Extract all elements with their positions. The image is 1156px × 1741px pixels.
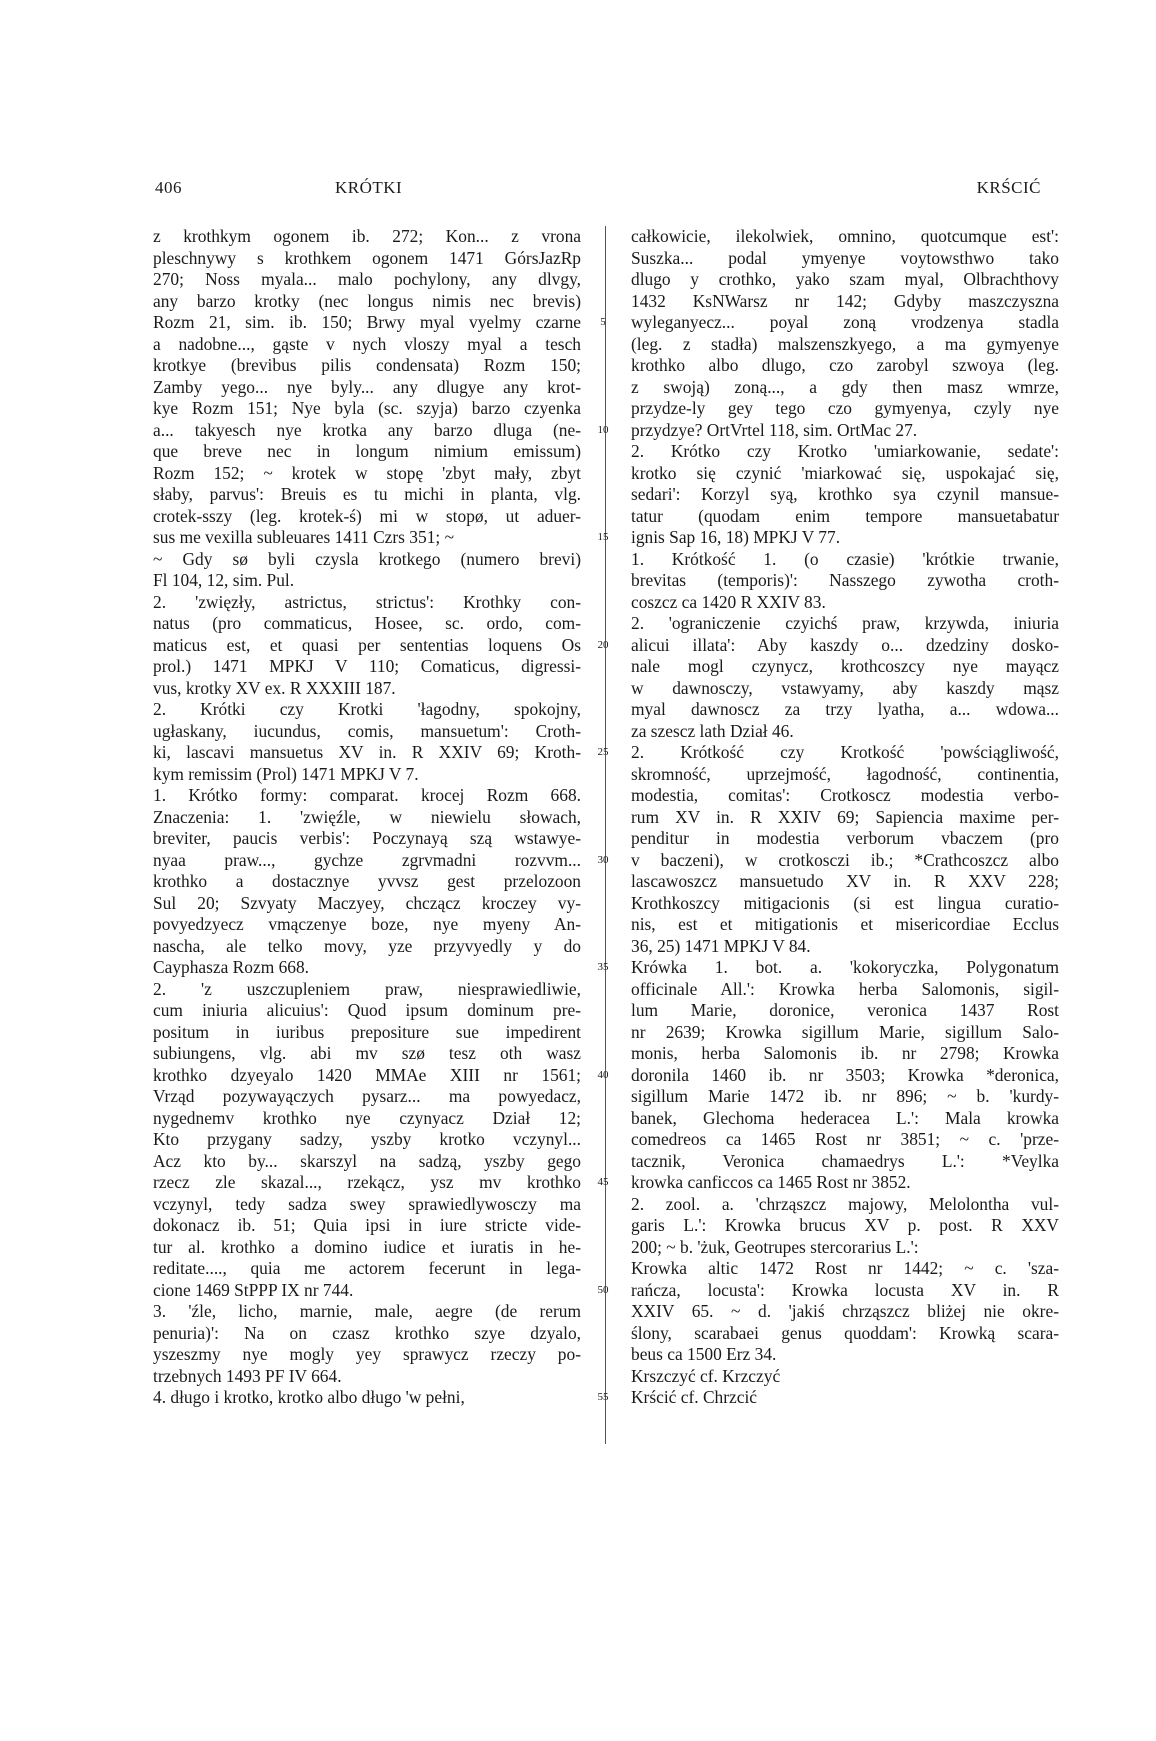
right-column-line: krothko albo dlugo, czo zarobyl szwoya (leg. [631, 355, 1059, 375]
right-column-line: 36, 25) 1471 MPKJ V 84. [631, 935, 811, 956]
left-column-line: nascha, ale telko movy, yze przyvyedly y do [153, 935, 581, 956]
line-number: 20 [597, 638, 609, 651]
left-column-line: tur al. krothko a domino iudice et iuratis in he- [153, 1236, 581, 1257]
right-column-line: garis L.': Krowka brucus XV p. post. R XXV [631, 1215, 1059, 1235]
right-column-line: z swoją) zoną..., a gdy then masz wmrze, [631, 376, 1059, 397]
left-column-line: 3. 'źle, licho, marnie, male, aegre (de rerum [153, 1301, 581, 1321]
column-divider [605, 226, 606, 1444]
left-column-line: z krothkym ogonem ib. 272; Kon... z vrona [153, 226, 581, 246]
right-column-line: za szescz lath Dział 46. [631, 720, 794, 741]
right-column-line: (leg. z stadła) malszenszkyego, a ma gymyenye [631, 333, 1059, 354]
right-column-line: ignis Sap 16, 18) MPKJ V 77. [631, 527, 841, 547]
right-column-line: Krothkoszcy mitigacionis (si est lingua curatio- [631, 892, 1059, 913]
left-column-line: maticus est, et quasi per sententias loquens Os [153, 634, 581, 655]
left-column-line: que breve nec in longum nimium emissum) [153, 441, 581, 461]
left-column-line: dokonacz ib. 51; Quia ipsi in iure stricte vide- [153, 1215, 581, 1235]
right-column-line: coszcz ca 1420 R XXIV 83. [631, 591, 826, 612]
left-column-line: ki, lascavi mansuetus XV in. R XXIV 69; Kroth- [153, 742, 581, 762]
right-column-line: 2. zool. a. 'chrząszcz majowy, Melolontha vul- [631, 1193, 1059, 1214]
left-column-line: reditate...., quia me actorem fecerunt in lega- [153, 1258, 581, 1278]
right-column-line: Krścić cf. Chrzcić [631, 1387, 758, 1407]
left-column-line: 2. Krótki czy Krotki 'łagodny, spokojny, [153, 699, 581, 719]
right-column-line: lascawoszcz mansuetudo XV in. R XXV 228; [631, 871, 1059, 891]
right-column-line: penditur in modestia verborum vbaczem (pro [631, 828, 1059, 848]
left-column-line: sus me vexilla subleuares 1411 Czrs 351; ~ [153, 527, 454, 547]
right-column-line: nr 2639; Krowka sigillum Marie, sigillum Salo- [631, 1021, 1059, 1042]
line-number: 10 [597, 423, 609, 436]
right-column-line: skromność, uprzejmość, łagodność, continentia, [631, 763, 1059, 784]
left-column-line: prol.) 1471 MPKJ V 110; Comaticus, digressi- [153, 656, 581, 676]
right-column-line: 1432 KsNWarsz nr 142; Gdyby maszczyszna [631, 290, 1059, 311]
left-column-line: nyaa praw..., gychze zgrvmadni rozvvm... [153, 849, 581, 870]
left-column-line: breviter, paucis verbis': Poczynayą szą wstawye- [153, 828, 581, 848]
right-column-line: nis, est et mitigationis et misericordiae Ecclus [631, 914, 1059, 934]
right-column-line: beus ca 1500 Erz 34. [631, 1344, 777, 1364]
left-column-line: Kto przygany sadzy, yszby krotko vczynyl... [153, 1129, 581, 1149]
right-column-line: 2. Krótkość czy Krotkość 'powściągliwość, [631, 742, 1059, 762]
left-column-line: Cayphasza Rozm 668. [153, 957, 309, 977]
line-number: 35 [597, 961, 609, 973]
left-running-head: KRÓTKI [335, 178, 403, 197]
left-column-line: 2. 'zwięzły, astrictus, strictus': Krothky con- [153, 591, 581, 612]
right-column-line: lum Marie, doronice, veronica 1437 Rost [631, 1000, 1059, 1020]
right-column-line: nale mogl czynycz, krothcoszcy nye mayącz [631, 656, 1059, 676]
left-column-line: any barzo krotky (nec longus nimis nec brevis) [153, 290, 581, 311]
right-running-head: KRŚCIĆ [976, 178, 1041, 197]
left-column-line: kym remissim (Prol) 1471 MPKJ V 7. [153, 763, 419, 784]
left-column-line: krothko a dostacznye yvvsz gest przelozoon [153, 871, 581, 891]
left-column-line: a nadobne..., gąste v nych vloszy myal a tesch [153, 333, 581, 354]
right-column-line: XXIV 65. ~ d. 'jakiś chrząszcz bliżej nie okre- [631, 1301, 1059, 1321]
left-column-line: vus, krotky XV ex. R XXXIII 187. [153, 677, 396, 698]
line-number: 25 [597, 746, 609, 758]
right-column-line: przydze-ly gey tego czo gymyenya, czyly nye [631, 398, 1059, 418]
line-number: 40 [597, 1068, 609, 1081]
left-column-line: Znaczenia: 1. 'zwięźle, w niewielu słowach, [153, 806, 581, 827]
page-number: 406 [155, 178, 182, 197]
right-column-line: ślony, scarabaei genus quoddam': Krowką scara- [631, 1322, 1059, 1343]
line-number: 5 [600, 316, 606, 328]
left-column-line: krotkye (brevibus pilis condensata) Rozm 150; [153, 355, 581, 375]
left-column-line: natus (pro commaticus, Hosee, sc. ordo, com- [153, 613, 581, 633]
page-header [155, 178, 1045, 202]
right-column-line: v baczeni), w crotkosczi ib.; *Crathcoszcz albo [631, 849, 1059, 870]
right-column-line: sigillum Marie 1472 ib. nr 896; ~ b. 'kurdy- [631, 1086, 1059, 1106]
left-column-line: yszeszmy nye mogly yey sprawycz rzeczy po- [153, 1344, 581, 1364]
left-column-line: rzecz zle skazal..., rzekącz, ysz mv krothko [153, 1172, 581, 1192]
line-number: 45 [597, 1176, 609, 1188]
right-column-line: doronila 1460 ib. nr 3503; Krowka *deronica, [631, 1064, 1059, 1085]
left-column-line: krothko dzyeyalo 1420 MMAe XIII nr 1561; [153, 1064, 581, 1085]
right-column-line: tacznik, Veronica chamaedrys L.': *Veylka [631, 1150, 1059, 1171]
right-column-line: 2. Krótko czy Krotko 'umiarkowanie, sedate': [631, 441, 1059, 461]
left-column-line: Acz kto by... skarszyl na sadzą, yszby gego [153, 1150, 581, 1171]
left-column-line: povyedzyecz vmączenye boze, nye myeny An- [153, 914, 581, 934]
right-column-line: Krowka altic 1472 Rost nr 1442; ~ c. 'sza- [631, 1258, 1059, 1278]
left-column-line: 4. długo i krotko, krotko albo długo 'w pełni, [153, 1387, 465, 1407]
left-column-line: penuria)': Na on czasz krothko szye dzyalo, [153, 1322, 581, 1343]
left-column-line: Rozm 21, sim. ib. 150; Brwy myal vyelmy czarne [153, 312, 581, 332]
right-column-line: przydzye? OrtVrtel 118, sim. OrtMac 27. [631, 419, 918, 440]
right-column-line: Suszka... podal ymyenye voytowsthwo tako [631, 247, 1059, 268]
right-column-line: brevitas (temporis)': Nasszego zywotha croth- [631, 570, 1059, 590]
left-column-line: crotek-sszy (leg. krotek-ś) mi w stopø, ut aduer- [153, 505, 581, 526]
right-column-line: krotko się czynić 'miarkować się, uspokajać się, [631, 462, 1059, 483]
right-column-line: monis, herba Salomonis ib. nr 2798; Krowka [631, 1043, 1059, 1063]
line-number: 15 [597, 531, 609, 543]
right-column [631, 226, 1059, 1409]
right-column-line: dlugo y crothko, yako szam myal, Olbrachthovy [631, 269, 1059, 289]
left-column-line: 2. 'z uszczupleniem praw, niesprawiedliwie, [153, 978, 581, 999]
right-column-line: comedreos ca 1465 Rost nr 3851; ~ c. 'prze- [631, 1129, 1059, 1149]
right-column-line: myal dawnoscz za trzy lyatha, a... wdowa... [631, 699, 1059, 719]
left-column-line: Sul 20; Szvyaty Maczyey, chcząсz kroczey vy- [153, 892, 581, 913]
right-column-line: sedari': Korzyl syą, krothko sya czynil mansue- [631, 484, 1059, 504]
left-column-line: trzebnych 1493 PF IV 664. [153, 1365, 342, 1386]
right-column-line: 1. Krótkość 1. (o czasie) 'krótkie trwanie, [631, 548, 1059, 569]
right-column-line: officinale All.': Krowka herba Salomonis, sigil- [631, 978, 1059, 999]
left-column-line: subiungens, vlg. abi mv szø tesz oth wasz [153, 1043, 581, 1063]
left-column [153, 226, 581, 1409]
right-column-line: rum XV in. R XXIV 69; Sapiencia maxime per- [631, 806, 1059, 827]
right-column-line: krowka canficcos ca 1465 Rost nr 3852. [631, 1172, 911, 1192]
left-column-line: vczynyl, tedy sadza swey sprawiedlywosczy ma [153, 1193, 581, 1214]
right-column-line: alicui illata': Aby kaszdy o... dzedziny dosko- [631, 634, 1059, 655]
right-column-line: 2. 'ograniczenie czyichś praw, krzywda, iniuria [631, 613, 1059, 633]
left-column-line: kye Rozm 151; Nye byla (sc. szyja) barzo czyenka [153, 398, 581, 418]
right-column-line: 200; ~ b. 'żuk, Geotrupes stercorarius L.': [631, 1236, 919, 1257]
right-column-line: rańcza, locusta': Krowka locusta XV in. R [631, 1279, 1059, 1300]
right-column-line: banek, Glechoma hederacea L.': Mala krowka [631, 1107, 1059, 1128]
right-column-line: całkowicie, ilekolwiek, omnino, quotcumque est': [631, 226, 1059, 246]
left-column-line: 1. Krótko formy: comparat. krocej Rozm 668. [153, 785, 581, 805]
left-column-line: pleschnywy s krothkem ogonem 1471 GórsJazRp [153, 247, 581, 268]
left-column-line: 270; Noss myala... malo pochylony, any dlvgy, [153, 269, 581, 289]
right-column-line: tatur (quodam enim tempore mansuetabatur [631, 505, 1059, 526]
right-column-line: modestia, comitas': Crotkoscz modestia verbo- [631, 785, 1059, 805]
left-column-line: nygednemv krothko nye czynyacz Dział 12; [153, 1107, 581, 1128]
left-column-line: Zamby yego... nye byly... any dlugye any krot- [153, 376, 581, 397]
left-column-line: słaby, parvus': Breuis es tu michi in planta, vlg. [153, 484, 581, 504]
left-column-line: a... takyesch nye krotka any barzo dluga (ne- [153, 419, 581, 440]
left-column-line: Vrząd pozywayączych pysarz... ma powyedacz, [153, 1086, 581, 1106]
right-column-line: Krszczyć cf. Krzczyć [631, 1365, 781, 1386]
right-column-line: Krówka 1. bot. a. 'kokoryczka, Polygonatum [631, 957, 1059, 977]
right-column-line: wyleganyecz... poyal zoną vrodzenya stadla [631, 312, 1059, 332]
line-number: 55 [597, 1391, 609, 1403]
left-column-line: positum in iuribus prepositure sue impedirent [153, 1021, 581, 1042]
left-column-line: Rozm 152; ~ krotek w stopę 'zbyt mały, zbyt [153, 462, 581, 483]
left-column-line: Fl 104, 12, sim. Pul. [153, 570, 295, 590]
line-number: 50 [597, 1283, 609, 1296]
left-column-line: cum iniuria alicuius': Quod ipsum dominum pre- [153, 1000, 581, 1020]
line-number: 30 [597, 853, 609, 866]
left-column-line: ugłaskany, iucundus, comis, mansuetum': Croth- [153, 720, 581, 741]
left-column-line: ~ Gdy sø byli czysla krotkego (numero brevi) [153, 548, 581, 569]
right-column-line: w dawnosczy, vstawyamy, aby kaszdy mąsz [631, 677, 1059, 698]
left-column-line: cione 1469 StPPP IX nr 744. [153, 1279, 354, 1300]
